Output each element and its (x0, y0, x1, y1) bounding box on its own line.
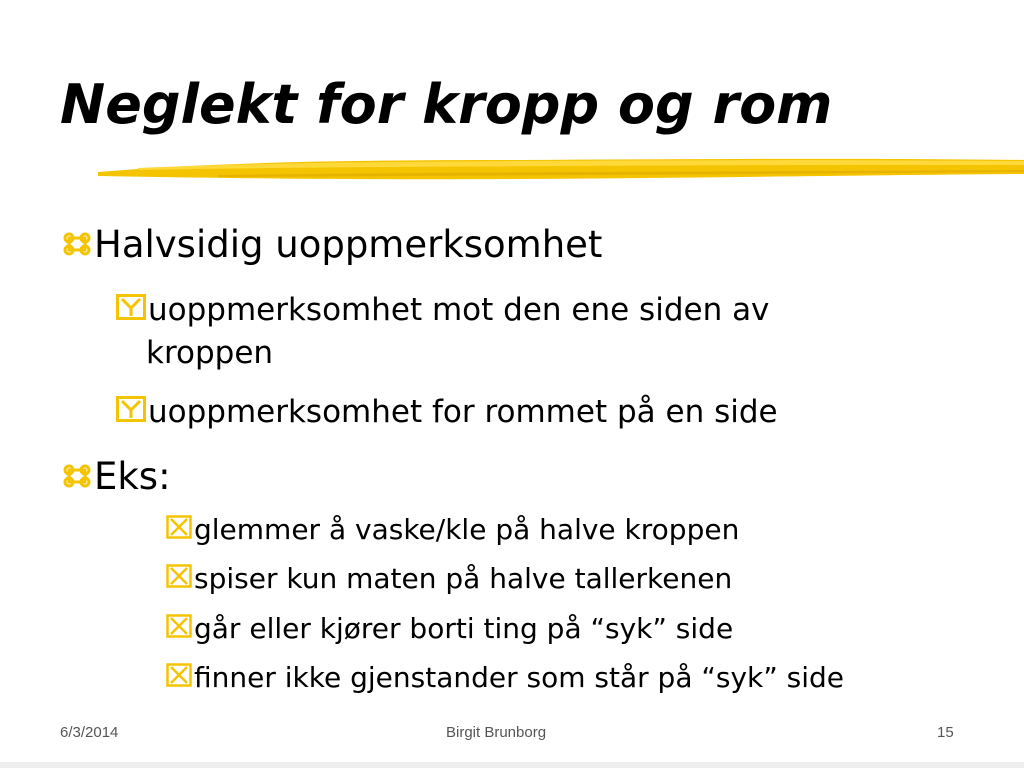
bullet-text: finner ikke gjenstander som står på “syk” side (194, 661, 845, 694)
footer-date: 6/3/2014 (60, 724, 119, 741)
footer-author: Birgit Brunborg (446, 724, 547, 741)
bullet-text: Eks: (94, 455, 171, 498)
bullet-text: uoppmerksomhet mot den ene siden av (148, 292, 770, 328)
checkbox-x-icon (166, 564, 192, 588)
bullet-continuation: kroppen (146, 335, 274, 371)
bullet-text: går eller kjører borti ting på “syk” side (194, 612, 734, 645)
title-underline-brushstroke (98, 148, 1024, 188)
checkbox-x-icon (166, 663, 192, 687)
slide-title: Neglekt for kropp og rom (60, 73, 833, 136)
bottom-edge (0, 762, 1024, 768)
bullet-item-kroppen (116, 294, 769, 326)
bullet-text: Halvsidig uoppmerksomhet (94, 223, 603, 266)
bullet-text: uoppmerksomhet for rommet på en side (148, 394, 778, 430)
bullet-item-finner (166, 663, 844, 692)
bullet-item-spiser (166, 564, 732, 593)
bullet-item-halvsidig (62, 223, 603, 266)
bullet-item-vaske (166, 515, 739, 544)
checkbox-x-icon (166, 515, 192, 539)
command-key-icon (62, 463, 92, 489)
bullet-text: spiser kun maten på halve tallerkenen (194, 562, 733, 595)
checkbox-x-icon (166, 614, 192, 638)
footer-page-number: 15 (937, 724, 954, 741)
bullet-item-eks (62, 455, 171, 498)
bullet-item-kjorer (166, 614, 733, 643)
bullet-item-rommet (116, 396, 778, 428)
command-key-icon (62, 231, 92, 257)
bullet-text: glemmer å vaske/kle på halve kroppen (194, 513, 740, 546)
checkbox-y-icon (116, 294, 146, 320)
checkbox-y-icon (116, 396, 146, 422)
